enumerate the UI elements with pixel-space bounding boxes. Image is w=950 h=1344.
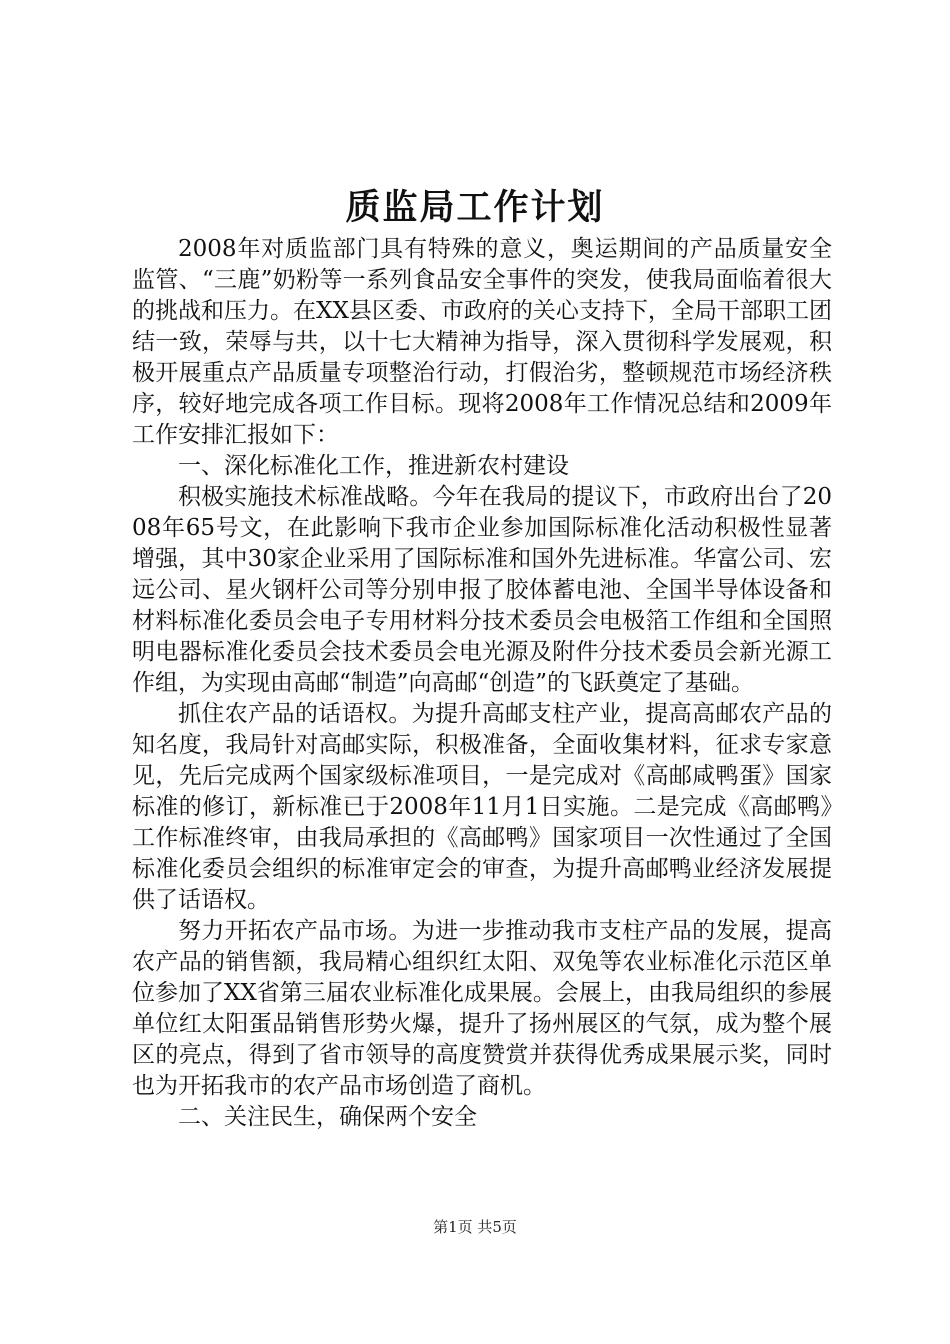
intro-paragraph: 2008年对质监部门具有特殊的意义，奥运期间的产品质量安全监管、“三鹿”奶粉等一系列食品安全事件的突发，使我局面临着很大的挑战和压力。在XX县区委、市政府的关心支持下，全局干部职工团结一致，荣辱与共，以十七大精神为指导，深入贯彻科学发展观，积极开展重点产品质量专项整治行动，打假治劣，整顿规范市场经济秩序，较好地完成各项工作目标。现将2008年工作情况总结和2009年工作安排汇报如下：	[132, 236, 832, 448]
body-paragraph: 努力开拓农产品市场。为进一步推动我市支柱产品的发展，提高农产品的销售额，我局精心组织红太阳、双兔等农业标准化示范区单位参加了XX省第三届农业标准化成果展。会展上，由我局组织的参展单位红太阳蛋品销售形势火爆，提升了扬州展区的气氛，成为整个展区的亮点，得到了省市领导的高度赞赏并获得优秀成果展示奖，同时也为开拓我市的农产品市场创造了商机。	[132, 918, 832, 1099]
document-title: 质监局工作计划	[345, 187, 605, 228]
document-body	[132, 234, 832, 1133]
page-footer: 第1页 共5页	[433, 1218, 517, 1236]
section-heading-1: 一、深化标准化工作，推进新农村建设	[178, 453, 569, 479]
body-paragraph: 抓住农产品的话语权。为提升高邮支柱产业，提高高邮农产品的知名度，我局针对高邮实际，积极准备，全面收集材料，征求专家意见，先后完成两个国家级标准项目，一是完成对《高邮咸鸭蛋》国家标准的修订，新标准已于2008年11月1日实施。二是完成《高邮鸭》工作标准终审，由我局承担的《高邮鸭》国家项目一次性通过了全国标准化委员会组织的标准审定会的审查，为提升高邮鸭业经济发展提供了话语权。	[132, 701, 832, 913]
section-heading-2: 二、关注民生，确保两个安全	[178, 1104, 477, 1130]
body-paragraph: 积极实施技术标准战略。今年在我局的提议下，市政府出台了2008年65号文，在此影响下我市企业参加国际标准化活动积极性显著增强，其中30家企业采用了国际标准和国外先进标准。华富公司、宏远公司、星火钢杆公司等分别申报了胶体蓄电池、全国半导体设备和材料标准化委员会电子专用材料分技术委员会电极箔工作组和全国照明电器标准化委员会技术委员会电光源及附件分技术委员会新光源工作组，为实现由高邮“制造”向高邮“创造”的飞跃奠定了基础。	[132, 484, 832, 696]
